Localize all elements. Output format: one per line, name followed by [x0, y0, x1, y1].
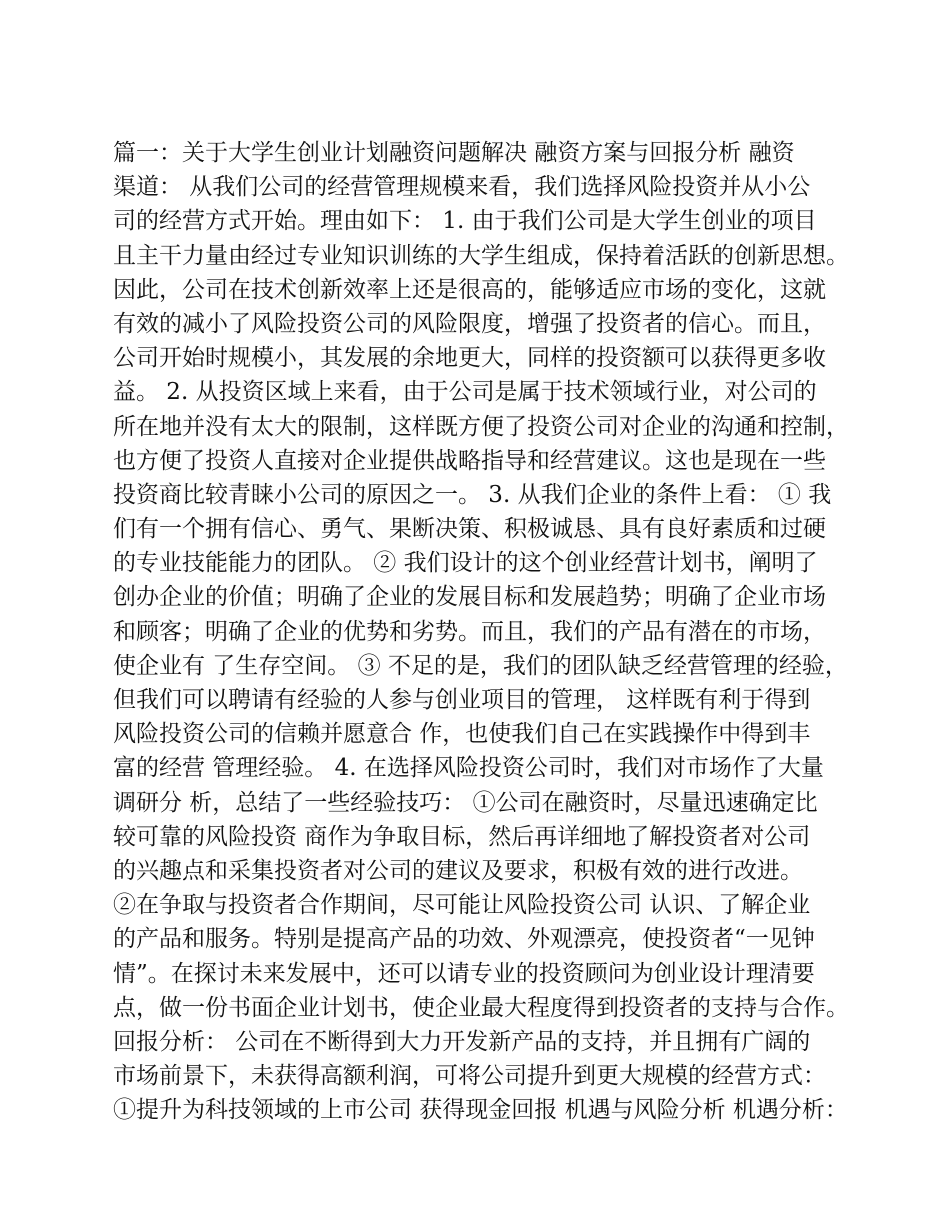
text-line: 调研分 析，总结了一些经验技巧： ①公司在融资时，尽量迅速确定比 — [113, 789, 818, 816]
text-line: 篇一：关于大学生创业计划融资问题解决 融资方案与回报分析 融资 — [113, 140, 795, 166]
text-line: 的产品和服务。特别是提高产品的功效、外观漂亮，使投资者“一见钟 — [113, 926, 815, 953]
text-line: 的兴趣点和采集投资者对公司的建议及要求，积极有效的进行改进。 — [113, 857, 803, 884]
text-line: 们有一个拥有信心、勇气、果断决策、积极诚恳、具有良好素质和过硬 — [113, 516, 826, 543]
text-line: 使企业有 了生存空间。 ③ 不足的是，我们的团队缺乏经营管理的经验， — [113, 652, 848, 679]
text-line: 市场前景下，未获得高额利润，可将公司提升到更大规模的经营方式： — [113, 1063, 826, 1090]
text-line: 富的经营 管理经验。 4. 在选择风险投资公司时，我们对市场作了大量 — [113, 755, 824, 782]
text-line: 益。 2. 从投资区域上来看，由于公司是属于技术领域行业，对公司的 — [113, 379, 817, 406]
text-line: 创办企业的价值；明确了企业的发展目标和发展趋势；明确了企业市场 — [113, 584, 826, 611]
text-line: 点，做一份书面企业计划书，使企业最大程度得到投资者的支持与合作。 — [113, 994, 849, 1021]
text-line: ①提升为科技领域的上市公司 获得现金回报 机遇与风险分析 机遇分析： — [113, 1097, 848, 1124]
text-line: 和顾客；明确了企业的优势和劣势。而且，我们的产品有潜在的市场， — [113, 618, 826, 645]
text-line: 的专业技能能力的团队。 ② 我们设计的这个创业经营计划书，阐明了 — [113, 550, 818, 577]
text-line: 且主干力量由经过专业知识训练的大学生组成，保持着活跃的创新思想。 — [113, 242, 849, 269]
text-line: 有效的减小了风险投资公司的风险限度，增强了投资者的信心。而且， — [113, 310, 826, 337]
text-line: 渠道： 从我们公司的经营管理规模来看，我们选择风险投资并从小公 — [113, 174, 811, 201]
text-line: 投资商比较青睐小公司的原因之一。 3. 从我们企业的条件上看： ① 我 — [113, 481, 832, 508]
text-line: 回报分析： 公司在不断得到大力开发新产品的支持，并且拥有广阔的 — [113, 1028, 811, 1055]
text-line: ②在争取与投资者合作期间，尽可能让风险投资公司 认识、了解企业 — [113, 892, 811, 919]
text-line: 因此，公司在技术创新效率上还是很高的，能够适应市场的变化，这就 — [113, 276, 826, 303]
text-line: 但我们可以聘请有经验的人参与创业项目的管理， 这样既有利于得到 — [113, 687, 811, 713]
text-line: 也方便了投资人直接对企业提供战略指导和经营建议。这也是现在一些 — [113, 447, 826, 474]
text-line: 公司开始时规模小，其发展的余地更大，同样的投资额可以获得更多收 — [113, 345, 826, 372]
text-line: 情”。在探讨未来发展中，还可以请专业的投资顾问为创业设计理清要 — [113, 960, 815, 987]
text-line: 所在地并没有太大的限制，这样既方便了投资公司对企业的沟通和控制， — [113, 413, 849, 440]
text-line: 司的经营方式开始。理由如下： 1. 由于我们公司是大学生创业的项目 — [113, 208, 817, 235]
document-body — [113, 136, 853, 1127]
text-line: 风险投资公司的信赖并愿意合 作，也使我们自己在实践操作中得到丰 — [113, 721, 811, 748]
text-line: 较可靠的风险投资 商作为争取目标，然后再详细地了解投资者对公司 — [113, 823, 811, 850]
